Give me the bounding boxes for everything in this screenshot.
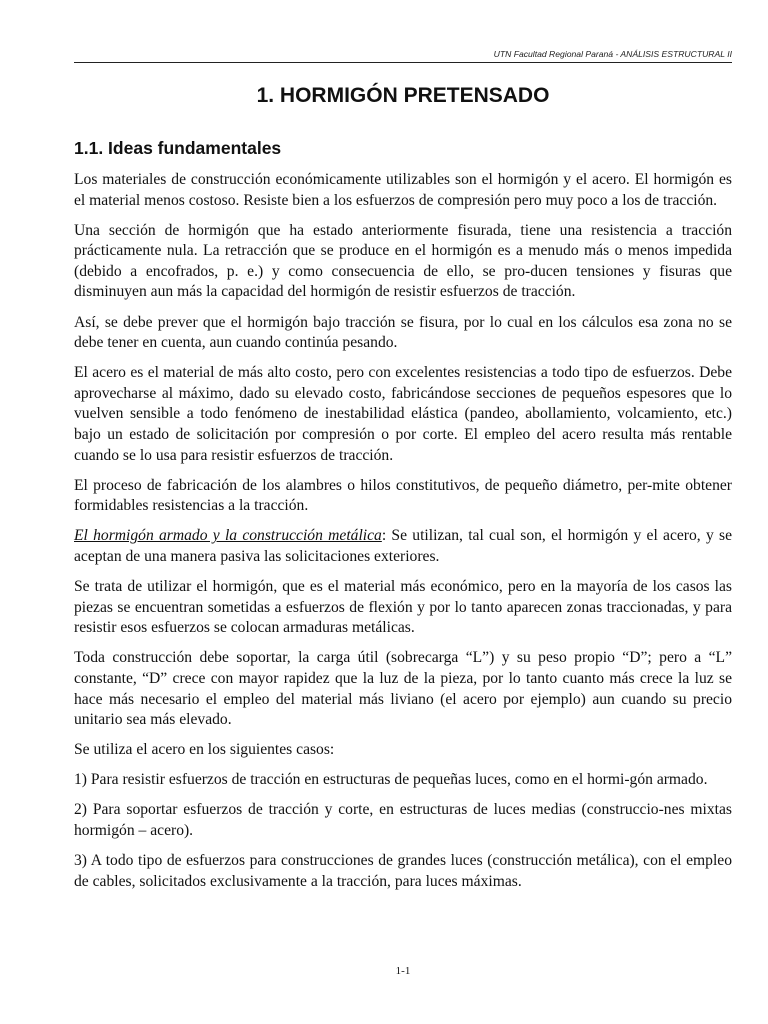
page-number: 1-1: [395, 965, 411, 977]
emphasis-text: El hormigón armado y la construcción metálica: [74, 527, 382, 545]
paragraph: Una sección de hormigón que ha estado anteriormente fisurada, tiene una resistencia a tracción prácticamente nula. La retracción que se produce en el hormigón es a menudo más o menos impedida (debido a encofrados, p. e.) y como consecuencia de ello, se pro-ducen tensiones y fisuras que disminuyen aun más la capacidad del hormigón de resistir esfuerzos de tracción.: [74, 221, 732, 301]
paragraph: [74, 526, 732, 567]
running-header: [74, 48, 732, 63]
paragraph: Toda construcción debe soportar, la carga útil (sobrecarga “L”) y su peso propio “D”; pero a “L” constante, “D” crece con mayor rapidez que la luz de la pieza, por lo tanto cuanto más crece la luz se hace más necesario el empleo del material más liviano (el acero por ejemplo) aun cuando su precio unitario sea más elevado.: [74, 649, 732, 729]
list-item: 2) Para soportar esfuerzos de tracción y corte, en estructuras de luces medias (construccio-nes mixtas hormigón – acero).: [74, 801, 732, 840]
list-item: 3) A todo tipo de esfuerzos para construcciones de grandes luces (construcción metálica), con el empleo de cables, solicitados exclusivamente a la tracción, para luces máximas.: [74, 852, 732, 890]
paragraph: El proceso de fabricación de los alambres o hilos constitutivos, de pequeño diámetro, per-mite obtener formidables resistencias a la tracción.: [74, 476, 732, 515]
section-title: 1.1. Ideas fundamentales: [74, 138, 282, 158]
paragraph: Los materiales de construcción económicamente utilizables son el hormigón y el acero. El hormigón es el material menos costoso. Resiste bien a los esfuerzos de compresión pero muy poco a los de tracción.: [74, 171, 732, 209]
header-institution: UTN Facultad Regional Paraná: [493, 49, 614, 59]
chapter-title: 1. HORMIGÓN PRETENSADO: [256, 84, 550, 107]
header-course: ANÁLISIS ESTRUCTURAL II: [620, 49, 732, 59]
paragraph: Así, se debe prever que el hormigón bajo tracción se fisura, por lo cual en los cálculos esa zona no se debe tener en cuenta, aun cuando continúa pesando.: [74, 313, 732, 352]
paragraph: Se utiliza el acero en los siguientes casos:: [74, 741, 335, 759]
paragraph: Se trata de utilizar el hormigón, que es el material más económico, pero en la mayoría de los casos las piezas se encuentran sometidas a esfuerzos de flexión y por lo tanto aparecen zonas traccionadas, y para resistir esos esfuerzos se colocan armaduras metálicas.: [74, 578, 732, 637]
body-text: [74, 170, 732, 902]
header-separator: -: [613, 49, 621, 59]
paragraph: El acero es el material de más alto costo, pero con excelentes resistencias a todo tipo de esfuerzos. Debe aprovecharse al máximo, dado su elevado costo, fabricándose secciones de pequeños espesores que lo vuelven sensible a todo fenómeno de inestabilidad elástica (pandeo, abollamiento, volcamiento, etc.) bajo un estado de solicitación por compresión o por corte. El empleo del acero resulta más rentable cuando se lo usa para resistir esfuerzos de tracción.: [74, 364, 732, 464]
paragraph-continuation: : Se utilizan, tal cual son, el hormigón y el acero, y se aceptan de una manera pasiva las solicitaciones exteriores.: [74, 527, 732, 565]
list-item: 1) Para resistir esfuerzos de tracción en estructuras de pequeñas luces, como en el hormi-gón armado.: [74, 771, 708, 789]
